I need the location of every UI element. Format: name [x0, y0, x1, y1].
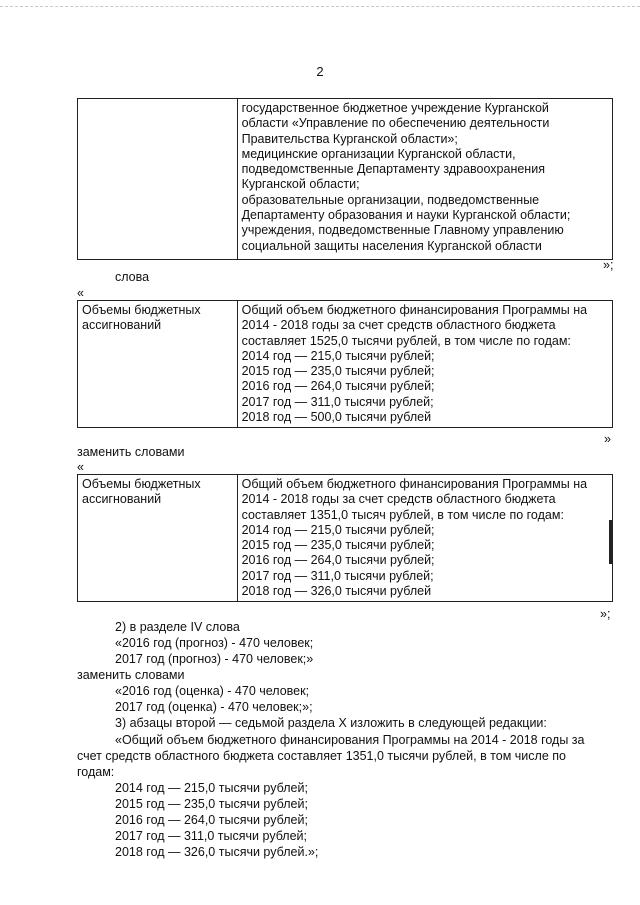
table-row — [78, 475, 613, 602]
scan-top-edge — [0, 6, 640, 11]
year-line: 2015 год — 235,0 тысячи рублей; — [115, 797, 308, 811]
table-cell-executors — [237, 99, 612, 260]
year-line: 2016 год — 264,0 тысячи рублей; — [115, 813, 308, 827]
new-text-line: «2016 год (оценка) - 470 человек; — [115, 684, 310, 698]
paragraph-line: годам: — [77, 765, 115, 779]
cell-line: 2016 год — 264,0 тысячи рублей; — [241, 379, 435, 394]
table-cell-amounts — [237, 301, 612, 428]
cell-line: 2018 год — 326,0 тысячи рублей — [241, 584, 432, 599]
cell-line: образовательные организации, подведомственные — [241, 192, 540, 207]
paragraph-line: «Общий объем бюджетного финансирования Программы на 2014 - 2018 годы за — [115, 733, 585, 747]
cell-line: медицинские организации Курганской области, — [241, 146, 516, 161]
cell-line: государственное бюджетное учреждение Курганской — [241, 101, 549, 115]
old-text-line: 2017 год (прогноз) - 470 человек;» — [115, 652, 314, 666]
cell-line: 2017 год — 311,0 тысячи рублей; — [241, 568, 434, 583]
table-cell-label — [78, 301, 238, 428]
cell-line: 2014 - 2018 годы за счет средств областного бюджета — [241, 318, 556, 333]
page-number: 2 — [316, 64, 324, 79]
scan-artifact-bar — [609, 520, 612, 564]
replace-label: заменить словами — [77, 668, 185, 682]
table-row — [78, 301, 613, 428]
cell-line: Объемы бюджетных — [82, 477, 201, 491]
cell-line: 2014 год — 215,0 тысячи рублей; — [241, 522, 435, 537]
cell-line: Общий объем бюджетного финансирования Программы на — [241, 477, 588, 491]
table-cell-label — [78, 475, 238, 602]
cell-line: 2018 год — 500,0 тысячи рублей — [241, 410, 432, 425]
new-budget-table — [77, 474, 613, 602]
cell-line: подведомственные Департаменту здравоохранения — [241, 162, 545, 177]
replace-label: заменить словами — [77, 445, 185, 459]
amendment-item-3: 3) абзацы второй — седьмой раздела X изложить в следующей редакции: — [115, 716, 547, 730]
cell-line: Общий объем бюджетного финансирования Программы на — [241, 303, 588, 317]
cell-line: 2016 год — 264,0 тысячи рублей; — [241, 553, 435, 568]
close-quote: »; — [603, 258, 614, 272]
open-quote: « — [77, 286, 84, 300]
cell-line: 2015 год — 235,0 тысячи рублей; — [241, 538, 435, 553]
cell-line: 2014 - 2018 годы за счет средств областного бюджета — [241, 492, 556, 507]
cell-line: социальной защиты населения Курганской области — [241, 238, 542, 253]
words-label: слова — [115, 270, 150, 284]
paragraph-line: счет средств областного бюджета составляет 1351,0 тысячи рублей, в том числе по — [77, 749, 566, 763]
new-text-line: 2017 год (оценка) - 470 человек;»; — [115, 700, 313, 714]
amendment-item-2: 2) в разделе IV слова — [115, 620, 240, 634]
cell-line: Департаменту образования и науки Курганской области; — [241, 208, 571, 223]
open-quote: « — [77, 460, 84, 474]
table-cell-amounts — [237, 475, 612, 602]
cell-line: составляет 1351,0 тысяч рублей, в том числе по годам: — [241, 507, 564, 522]
cell-line: составляет 1525,0 тысячи рублей, в том числе по годам: — [241, 333, 571, 348]
cell-line: Курганской области; — [241, 177, 360, 192]
old-budget-table — [77, 300, 613, 428]
responsible-table — [77, 98, 613, 260]
cell-line: области «Управление по обеспечению деятельности — [241, 116, 550, 131]
cell-line: 2014 год — 215,0 тысячи рублей; — [241, 348, 435, 363]
old-text-line: «2016 год (прогноз) - 470 человек; — [115, 636, 314, 650]
cell-line: учреждения, подведомственные Главному управлению — [241, 223, 564, 238]
year-line: 2014 год — 215,0 тысячи рублей; — [115, 781, 308, 795]
cell-line: Правительства Курганской области»; — [241, 131, 458, 146]
cell-line: ассигнований — [82, 492, 162, 507]
cell-line: 2017 год — 311,0 тысячи рублей; — [241, 394, 434, 409]
table-cell-empty — [78, 99, 238, 260]
cell-line: ассигнований — [82, 318, 162, 333]
year-line: 2018 год — 326,0 тысячи рублей.»; — [115, 845, 319, 859]
cell-line: 2015 год — 235,0 тысячи рублей; — [241, 364, 435, 379]
table-row — [78, 99, 613, 260]
year-line: 2017 год — 311,0 тысячи рублей; — [115, 829, 308, 843]
cell-line: Объемы бюджетных — [82, 303, 201, 317]
close-quote: »; — [600, 607, 611, 621]
close-quote: » — [604, 432, 611, 446]
